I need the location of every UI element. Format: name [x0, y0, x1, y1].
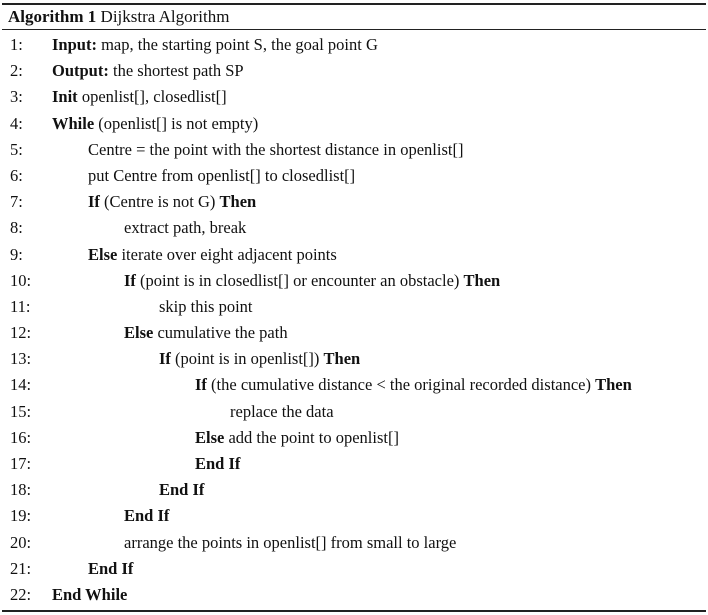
algorithm-line [0, 32, 708, 58]
algorithm-line [0, 503, 708, 529]
keyword: Output: [52, 61, 109, 81]
line-code [124, 320, 288, 346]
algorithm-line [0, 399, 708, 425]
keyword: If [195, 375, 207, 395]
line-code [88, 189, 256, 215]
line-code [195, 451, 240, 477]
keyword: Then [323, 349, 361, 369]
algorithm-line [0, 451, 708, 477]
line-code [159, 346, 360, 372]
line-code [124, 268, 500, 294]
line-number: 20: [10, 532, 32, 552]
line-code [52, 58, 244, 84]
code-text: Centre = the point with the shortest distance in openlist[] [88, 139, 464, 159]
line-code [88, 242, 337, 268]
algorithm-lines [0, 32, 708, 608]
algorithm-line [0, 137, 708, 163]
keyword: Else [195, 427, 225, 447]
keyword: Then [463, 270, 501, 290]
line-code [195, 372, 632, 398]
line-number: 4: [10, 113, 23, 133]
line-number: 21: [10, 558, 32, 578]
code-text: (point is in closedlist[] or encounter an obstacle) [135, 270, 464, 290]
algorithm-line [0, 530, 708, 556]
line-number: 5: [10, 139, 23, 159]
line-number: 7: [10, 192, 23, 212]
line-number: 10: [10, 270, 32, 290]
code-text: replace the data [230, 401, 334, 421]
keyword: Else [88, 244, 118, 264]
line-number: 14: [10, 375, 32, 395]
line-code [230, 399, 334, 425]
algorithm-line [0, 556, 708, 582]
code-text: put Centre from openlist[] to closedlist[] [88, 165, 356, 185]
algorithm-line [0, 582, 708, 608]
line-number: 1: [10, 35, 23, 54]
algorithm-line [0, 242, 708, 268]
line-code [88, 556, 133, 582]
keyword: If [88, 192, 100, 212]
algorithm-line [0, 189, 708, 215]
line-code [88, 137, 463, 163]
line-number: 17: [10, 454, 32, 473]
keyword: Else [124, 323, 154, 343]
line-number: 18: [10, 480, 32, 500]
line-code [159, 477, 204, 503]
line-code [124, 503, 169, 529]
line-code [52, 84, 227, 110]
keyword: End While [52, 584, 128, 604]
line-code [52, 582, 127, 608]
code-text: extract path, break [124, 218, 247, 238]
algorithm-caption [8, 6, 229, 28]
code-text: (point is in openlist[]) [170, 349, 324, 369]
code-text: iterate over eight adjacent points [117, 244, 337, 264]
line-code [88, 163, 355, 189]
algorithm-line [0, 346, 708, 372]
keyword: Then [595, 375, 632, 395]
code-text: the shortest path SP [108, 61, 244, 81]
bottom-rule [2, 610, 706, 612]
line-code [195, 425, 399, 451]
algorithm-line [0, 163, 708, 189]
line-number: 6: [10, 165, 23, 185]
line-code [159, 294, 253, 320]
algorithm-line [0, 215, 708, 241]
line-number: 13: [10, 349, 32, 369]
code-text: openlist[], closedlist[] [77, 87, 227, 107]
top-rule [2, 3, 706, 5]
line-number: 15: [10, 401, 32, 421]
code-text: map, the starting point S, the goal point G [96, 35, 378, 54]
keyword: End If [88, 558, 134, 578]
line-number: 22: [10, 584, 32, 604]
keyword: If [124, 270, 136, 290]
line-code [52, 111, 258, 137]
line-number: 11: [10, 296, 31, 316]
keyword: Init [52, 87, 78, 107]
algorithm-label: Algorithm 1 [8, 7, 97, 26]
algorithm-line [0, 294, 708, 320]
algorithm-line [0, 425, 708, 451]
keyword: End If [159, 480, 205, 500]
line-number: 19: [10, 506, 32, 526]
algorithm-line [0, 320, 708, 346]
algorithm-line [0, 84, 708, 110]
line-code [124, 530, 456, 556]
keyword: End If [124, 506, 170, 526]
algorithm-line [0, 58, 708, 84]
keyword: If [159, 349, 171, 369]
keyword: Then [219, 192, 257, 212]
line-code [52, 32, 378, 58]
caption-rule [2, 29, 706, 30]
code-text: skip this point [159, 296, 253, 316]
code-text: (Centre is not G) [99, 192, 220, 212]
code-text: (openlist[] is not empty) [94, 113, 259, 133]
line-code [124, 215, 246, 241]
algorithm-line [0, 111, 708, 137]
line-number: 9: [10, 244, 23, 264]
line-number: 12: [10, 323, 32, 343]
algorithm-line [0, 372, 708, 398]
keyword: End If [195, 454, 241, 473]
line-number: 3: [10, 87, 23, 107]
line-number: 2: [10, 61, 23, 81]
keyword: Input: [52, 35, 97, 54]
line-number: 16: [10, 427, 32, 447]
code-text: cumulative the path [153, 323, 288, 343]
algorithm-line [0, 477, 708, 503]
code-text: (the cumulative distance < the original recorded distance) [206, 375, 596, 395]
algorithm-line [0, 268, 708, 294]
code-text: add the point to openlist[] [224, 427, 399, 447]
keyword: While [52, 113, 95, 133]
code-text: arrange the points in openlist[] from small to large [124, 532, 457, 552]
line-number: 8: [10, 218, 23, 238]
algorithm-title: Dijkstra Algorithm [100, 7, 230, 26]
